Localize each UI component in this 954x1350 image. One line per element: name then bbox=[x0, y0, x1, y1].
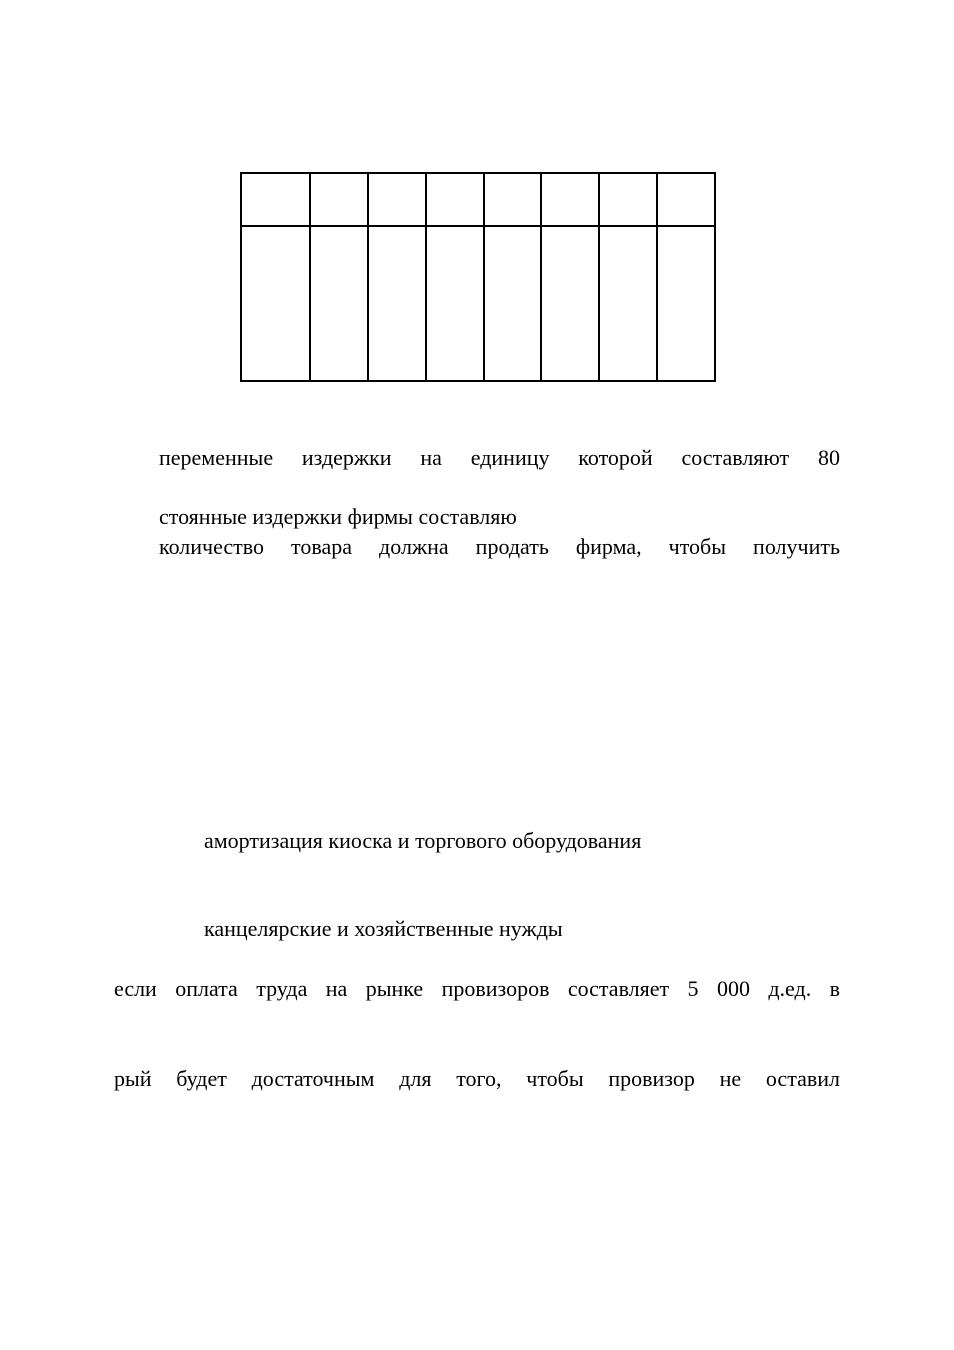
table-cell bbox=[599, 173, 657, 226]
table-cell bbox=[657, 173, 715, 226]
table-cell bbox=[657, 226, 715, 381]
table-cell bbox=[241, 173, 310, 226]
table-cell bbox=[541, 226, 599, 381]
table-cell bbox=[368, 173, 426, 226]
table-cell bbox=[310, 173, 368, 226]
table-cell bbox=[310, 226, 368, 381]
table-cell bbox=[426, 226, 484, 381]
table-cell bbox=[426, 173, 484, 226]
text-line-quantity: количество товара должна продать фирма, чтобы получить bbox=[159, 534, 840, 559]
text-line-pharmacist-wage: если оплата труда на рынке провизоров составляет 5 000 д.ед. в bbox=[114, 976, 840, 1001]
empty-grid-table bbox=[240, 172, 716, 382]
text-line-office-supplies: канцелярские и хозяйственные нужды bbox=[204, 916, 563, 941]
table-cell bbox=[484, 226, 541, 381]
table-cell bbox=[541, 173, 599, 226]
table-cell bbox=[484, 173, 541, 226]
text-line-pharmacist-stay: рый будет достаточным для того, чтобы провизор не оставил bbox=[114, 1066, 840, 1091]
table-cell bbox=[368, 226, 426, 381]
table-row bbox=[241, 173, 715, 226]
table-cell bbox=[599, 226, 657, 381]
text-line-depreciation: амортизация киоска и торгового оборудования bbox=[204, 828, 642, 853]
table-row bbox=[241, 226, 715, 381]
text-line-fixed-costs: стоянные издержки фирмы составляю bbox=[159, 504, 517, 529]
text-line-variable-costs: переменные издержки на единицу которой составляют 80 bbox=[159, 445, 840, 470]
table-cell bbox=[241, 226, 310, 381]
